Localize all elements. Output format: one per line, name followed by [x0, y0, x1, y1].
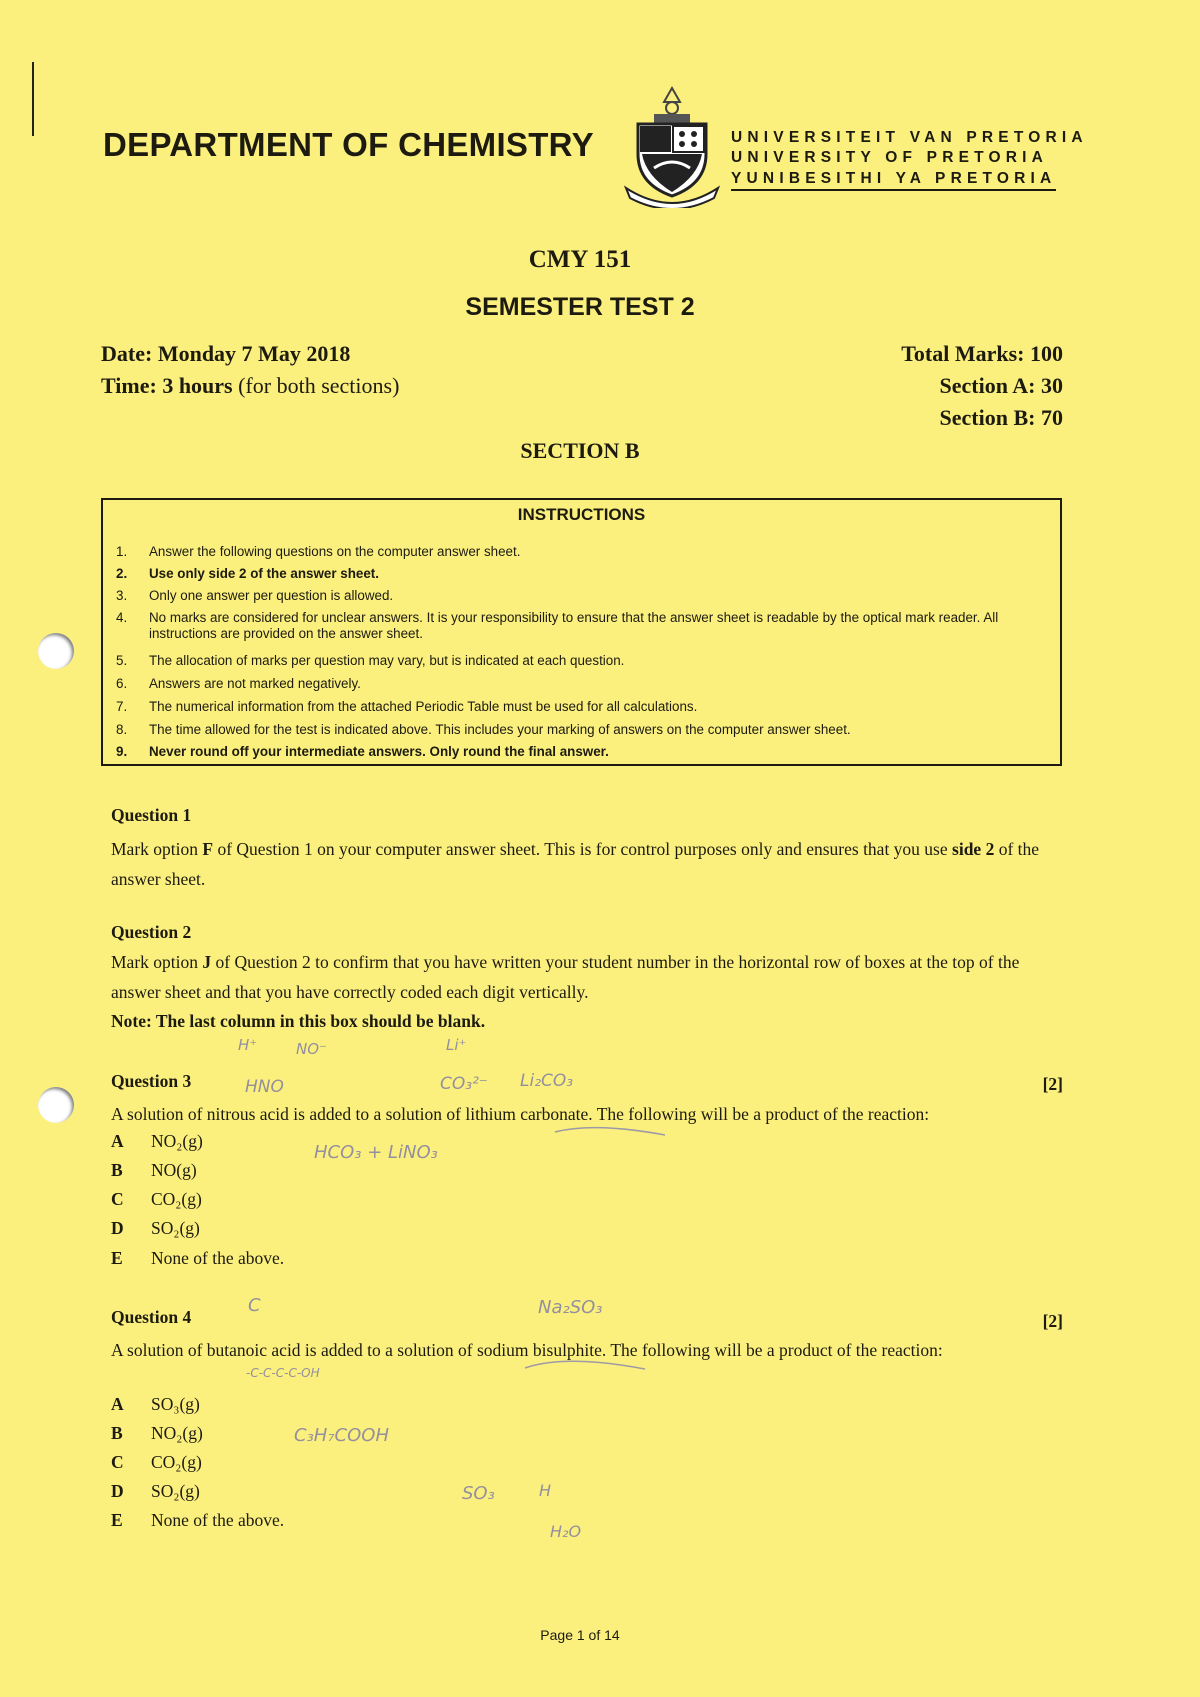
q3-option-c[interactable]: C CO₂(g) — [111, 1189, 202, 1209]
handwritten-note: H₂O — [550, 1522, 582, 1541]
handwritten-note: H⁺ — [238, 1036, 258, 1054]
instruction-item: 9. Never round off your intermediate answers. Only round the final answer. — [116, 744, 609, 759]
section-heading: SECTION B — [520, 438, 640, 463]
question-4-text: A solution of butanoic acid is added to a solution of sodium bisulphite. The following will be a product of the reaction: — [111, 1340, 943, 1360]
punch-hole-bottom — [38, 1087, 74, 1123]
question-2-title: Question 2 — [111, 922, 192, 942]
instruction-item: 5. The allocation of marks per question may vary, but is indicated at each question. — [116, 653, 625, 668]
instruction-item: 1. Answer the following questions on the computer answer sheet. — [116, 544, 521, 559]
handwritten-note: -C-C-C-C-OH — [246, 1366, 320, 1380]
time-line: Time: 3 hours (for both sections) — [101, 373, 400, 398]
instructions-title: INSTRUCTIONS — [517, 505, 646, 524]
handwritten-note: Na₂SO₃ — [538, 1297, 603, 1318]
instruction-item: 6. Answers are not marked negatively. — [116, 676, 361, 691]
handwritten-note: Li⁺ — [446, 1036, 467, 1054]
q4-option-b[interactable]: B NO₂(g) — [111, 1423, 203, 1443]
punch-hole-top — [38, 633, 74, 669]
question-4-marks: [2] — [1042, 1311, 1063, 1331]
q4-option-a[interactable]: A SO₃(g) — [111, 1394, 200, 1414]
department-title: DEPARTMENT OF CHEMISTRY — [103, 126, 594, 163]
university-name-sepedi: YUNIBESITHI YA PRETORIA — [731, 170, 1056, 191]
question-1-title: Question 1 — [111, 805, 192, 825]
course-code: CMY 151 — [528, 246, 632, 273]
handwritten-note: CO₃²⁻ — [440, 1074, 488, 1094]
instruction-item: 7. The numerical information from the attached Periodic Table must be used for all calculations. — [116, 699, 698, 714]
question-2-text: Mark option J of Question 2 to confirm that you have written your student number in the horizontal row of boxes at the top of the answer sheet and that you have correctly coded each digit vertically. — [111, 952, 1020, 1002]
section-b-marks: Section B: 70 — [939, 405, 1063, 430]
university-name-afrikaans: UNIVERSITEIT VAN PRETORIA — [731, 129, 1088, 146]
instructions-box — [101, 498, 1062, 766]
q3-option-a[interactable]: A NO₂(g) — [111, 1131, 203, 1151]
instruction-item: 3. Only one answer per question is allowed. — [116, 588, 394, 603]
question-3-text: A solution of nitrous acid is added to a solution of lithium carbonate. The following will be a product of the reaction: — [111, 1104, 930, 1124]
handwritten-note: Li₂CO₃ — [520, 1071, 574, 1091]
handwritten-note: NO⁻ — [296, 1040, 327, 1058]
handwritten-note: C₃H₇COOH — [294, 1425, 389, 1446]
q3-option-b[interactable]: B NO(g) — [111, 1160, 197, 1180]
q3-option-d[interactable]: D SO₂(g) — [111, 1218, 200, 1238]
question-2-note: Note: The last column in this box should be blank. — [111, 1011, 486, 1031]
instruction-item: 2. Use only side 2 of the answer sheet. — [116, 566, 379, 581]
question-4-title: Question 4 — [111, 1307, 192, 1327]
handwritten-note: HNO — [245, 1077, 284, 1097]
handwritten-note: H — [539, 1481, 552, 1500]
q4-option-d[interactable]: D SO₂(g) — [111, 1481, 200, 1501]
page-number: Page 1 of 14 — [540, 1627, 620, 1643]
handwritten-note: C — [248, 1295, 261, 1316]
margin-line — [32, 62, 34, 136]
section-a-marks: Section A: 30 — [939, 373, 1063, 398]
test-title: SEMESTER TEST 2 — [465, 293, 695, 321]
date-line: Date: Monday 7 May 2018 — [101, 341, 351, 366]
q3-option-e[interactable]: E None of the above. — [111, 1248, 285, 1268]
question-3-marks: [2] — [1042, 1074, 1063, 1094]
question-3-title: Question 3 — [111, 1071, 192, 1091]
handwritten-note: HCO₃ + LiNO₃ — [314, 1142, 438, 1163]
university-name-english: UNIVERSITY OF PRETORIA — [731, 149, 1049, 166]
q4-option-e[interactable]: E None of the above. — [111, 1510, 285, 1530]
university-crest-icon — [624, 84, 720, 208]
handwritten-note: SO₃ — [462, 1483, 495, 1504]
question-1-text: Mark option F of Question 1 on your computer answer sheet. This is for control purposes only and ensures that you use side 2 of the answer sheet. — [111, 839, 1040, 889]
instruction-item: 8. The time allowed for the test is indicated above. This includes your marking of answers on the computer answer sheet. — [116, 722, 851, 737]
q4-option-c[interactable]: C CO₂(g) — [111, 1452, 202, 1472]
total-marks: Total Marks: 100 — [901, 341, 1063, 366]
instruction-item: 4. No marks are considered for unclear answers. It is your responsibility to ensure that the answer sheet is readable by the optical mark reader. All instructions are provided on the answer sheet. — [116, 610, 999, 641]
